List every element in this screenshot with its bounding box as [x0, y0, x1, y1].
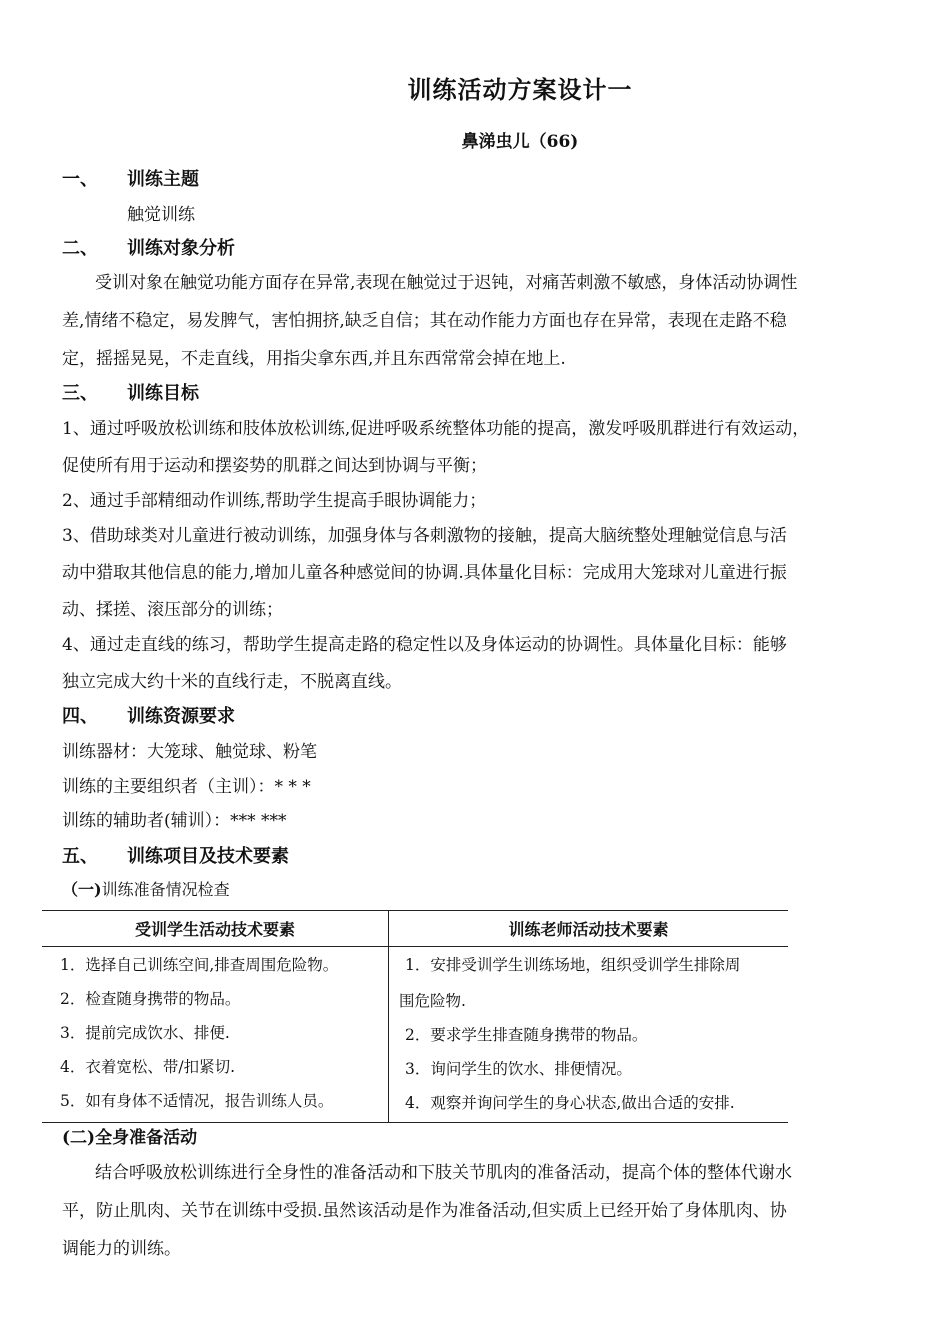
paragraph-line: 4、通过走直线的练习，帮助学生提高走路的稳定性以及身体运动的协调性。具体量化目标：能够 — [62, 635, 787, 655]
paragraph-line: 调能力的训练。 — [62, 1239, 181, 1259]
technique-table — [42, 910, 788, 1123]
resource-line: 训练的主要组织者（主训）：* * * — [62, 777, 311, 797]
list-item: 1．选择自己训练空间,排查周围危险物。 — [60, 956, 339, 974]
section-title: 训练对象分析 — [127, 238, 235, 259]
subsection-2-heading: (二)全身准备活动 — [62, 1128, 198, 1148]
subsection-title: 训练准备情况检查 — [101, 880, 230, 899]
table-cell-student — [42, 947, 389, 1123]
table-header-row — [42, 911, 788, 947]
section-3-heading — [62, 379, 199, 405]
resource-line: 训练的辅助者(辅训）：*** *** — [62, 811, 287, 831]
section-4-heading — [62, 702, 235, 728]
section-number: 一、 — [62, 169, 98, 190]
paragraph-line: 定，摇摇晃晃，不走直线，用指尖拿东西,并且东西常常会掉在地上. — [62, 349, 566, 369]
paragraph-line: 动中猎取其他信息的能力,增加儿童各种感觉间的协调.具体量化目标：完成用大笼球对儿童进行振 — [62, 563, 787, 583]
section-number: 三、 — [62, 383, 98, 404]
section-title: 训练主题 — [127, 169, 199, 190]
section-number: 二、 — [62, 238, 98, 259]
paragraph-line: 平，防止肌肉、关节在训练中受损.虽然该活动是作为准备活动,但实质上已经开始了身体肌肉、协 — [62, 1201, 787, 1221]
section-2-heading — [62, 234, 235, 260]
list-item: 1．安排受训学生训练场地，组织受训学生排除周 — [405, 956, 741, 974]
paragraph-line: 3、借助球类对儿童进行被动训练，加强身体与各刺激物的接触，提高大脑统整处理触觉信息与活 — [62, 526, 787, 546]
section-title: 训练目标 — [127, 383, 199, 404]
section-number: 五、 — [62, 846, 98, 867]
list-item: 3．提前完成饮水、排便. — [60, 1024, 230, 1042]
section-1-heading — [62, 165, 199, 191]
list-item: 4．观察并询问学生的身心状态,做出合适的安排. — [405, 1094, 735, 1112]
list-item: 围危险物. — [399, 992, 466, 1010]
paragraph-line: 独立完成大约十米的直线行走，不脱离直线。 — [62, 672, 402, 692]
paragraph-line: 结合呼吸放松训练进行全身性的准备活动和下肢关节肌肉的准备活动，提高个体的整体代谢水 — [95, 1163, 792, 1183]
paragraph-line: 动、揉搓、滚压部分的训练； — [62, 600, 283, 620]
list-item: 2．要求学生排查随身携带的物品。 — [405, 1026, 648, 1044]
document-subtitle: 鼻涕虫儿（66) — [461, 132, 579, 152]
table-header-student: 受训学生活动技术要素 — [42, 911, 389, 947]
section-5-heading — [62, 842, 289, 868]
list-item: 2．检查随身携带的物品。 — [60, 990, 241, 1008]
list-item: 4．衣着宽松、带/扣紧切. — [60, 1058, 236, 1076]
section-number: 四、 — [62, 706, 98, 727]
table-row — [42, 947, 788, 1123]
section-1-content: 触觉训练 — [127, 205, 195, 225]
document-title: 训练活动方案设计一 — [407, 75, 633, 104]
table-header-teacher: 训练老师活动技术要素 — [389, 911, 789, 947]
section-title: 训练资源要求 — [127, 706, 235, 727]
paragraph-line: 1、通过呼吸放松训练和肢体放松训练,促进呼吸系统整体功能的提高，激发呼吸肌群进行有效运动， — [62, 419, 810, 439]
section-title: 训练项目及技术要素 — [127, 846, 289, 867]
list-item: 5．如有身体不适情况，报告训练人员。 — [60, 1092, 334, 1110]
resource-line: 训练器材：大笼球、触觉球、粉笔 — [62, 742, 317, 762]
paragraph-line: 2、通过手部精细动作训练,帮助学生提高手眼协调能力； — [62, 491, 487, 511]
subsection-1-heading — [62, 877, 230, 900]
subsection-number: （一) — [62, 880, 102, 899]
paragraph-line: 促使所有用于运动和摆姿势的肌群之间达到协调与平衡； — [62, 456, 487, 476]
table-cell-teacher — [389, 947, 789, 1123]
paragraph-line: 受训对象在触觉功能方面存在异常,表现在触觉过于迟钝，对痛苦刺激不敏感，身体活动协调性 — [95, 273, 798, 293]
paragraph-line: 差,情绪不稳定，易发脾气，害怕拥挤,缺乏自信；其在动作能力方面也存在异常，表现在走路不稳 — [62, 311, 787, 331]
list-item: 3．询问学生的饮水、排便情况。 — [405, 1060, 632, 1078]
